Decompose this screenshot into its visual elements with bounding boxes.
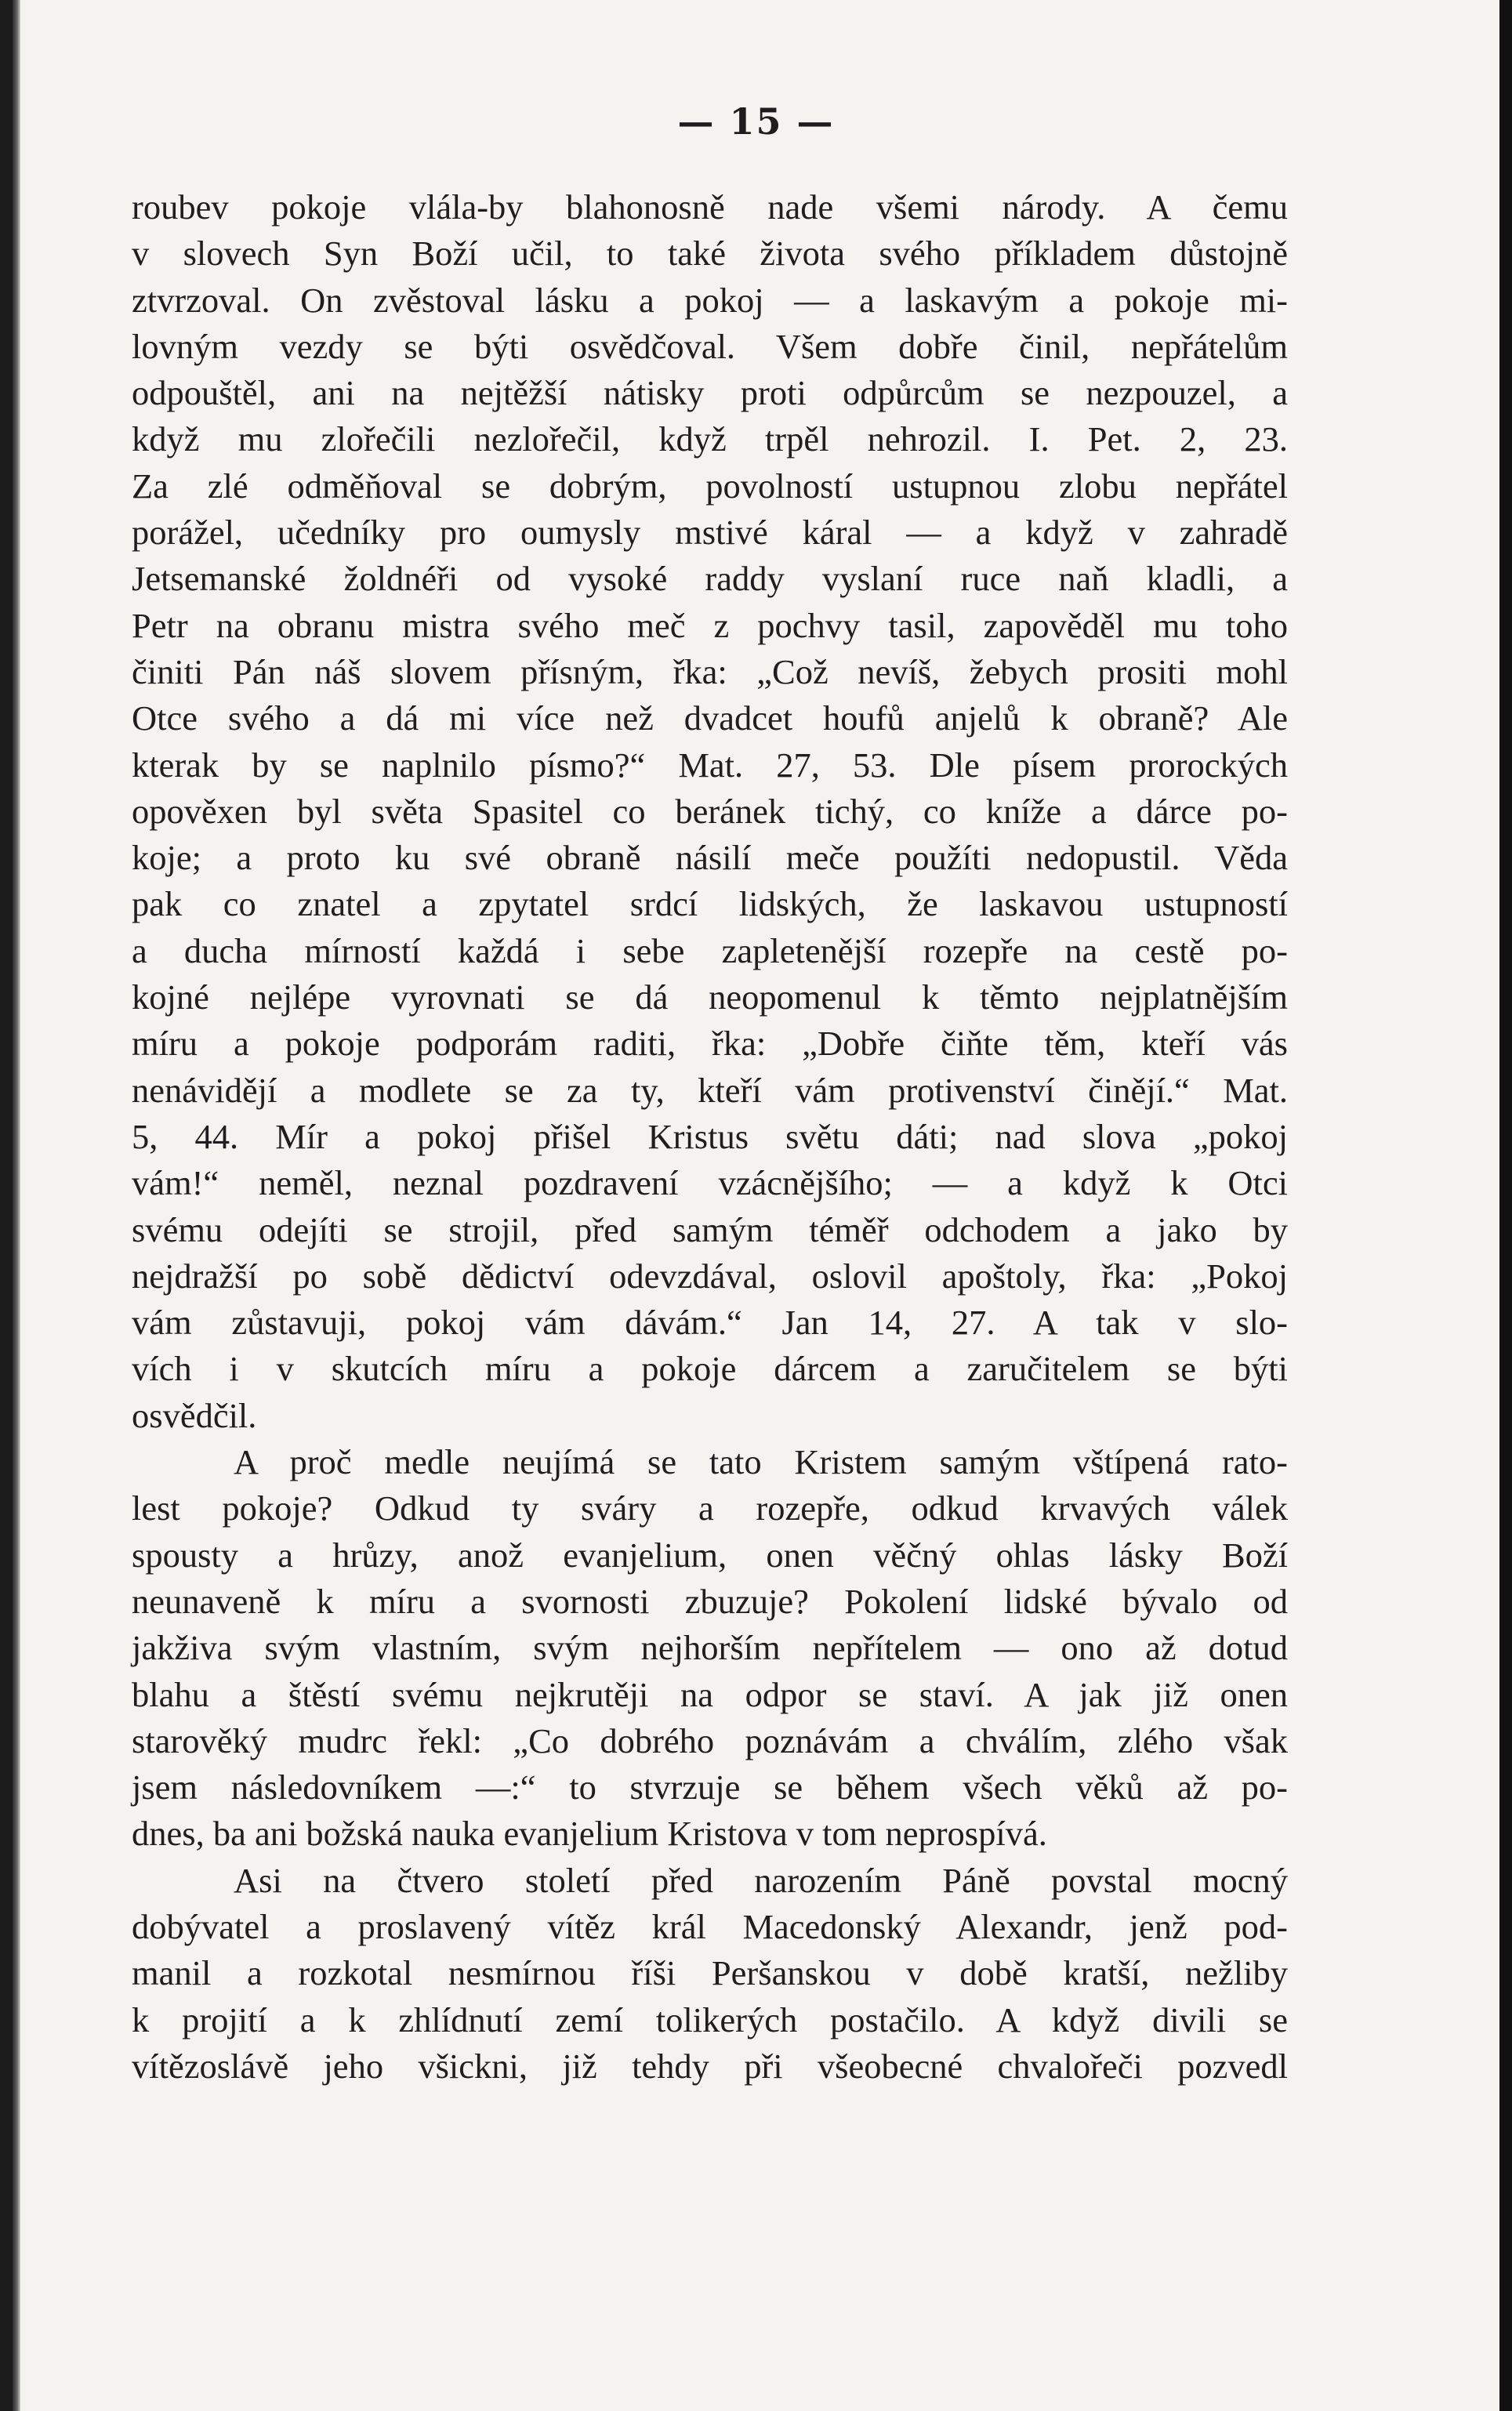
text-line: A proč medle neujímá se tato Kristem samým vštípená rato-	[234, 1442, 1288, 1482]
text-line: vích i v skutcích míru a pokoje dárcem a zaručitelem se býti	[132, 1349, 1288, 1389]
text-line: vám zůstavuji, pokoj vám dávám.“ Jan 14, 27. A tak v slo-	[132, 1303, 1288, 1343]
text-line: Asi na čtvero století před narozením Páně povstal mocný	[234, 1860, 1288, 1900]
text-line: kojné nejlépe vyrovnati se dá neopomenul k těmto nejplatnějším	[132, 977, 1288, 1017]
text-line: dobývatel a proslavený vítěz král Macedonský Alexandr, jenž pod-	[132, 1906, 1288, 1946]
text-line: manil a rozkotal nesmírnou říši Peršanskou v době kratší, nežliby	[132, 1953, 1288, 1993]
text-line: koje; a proto ku své obraně násilí meče použíti nedopustil. Věda	[132, 838, 1288, 878]
page-number: — 15 —	[677, 100, 835, 143]
text-line: činiti Pán náš slovem přísným, řka: „Což nevíš, žebych prositi mohl	[132, 651, 1288, 691]
text-line: jakživa svým vlastním, svým nejhorším nepřítelem — ono až dotud	[132, 1628, 1288, 1668]
text-line: ztvrzoval. On zvěstoval lásku a pokoj — a laskavým a pokoje mi-	[132, 280, 1288, 320]
text-line: lest pokoje? Odkud ty sváry a rozepře, odkud krvavých válek	[132, 1488, 1288, 1528]
text-line: když mu zlořečili nezlořečil, když trpěl nehrozil. I. Pet. 2, 23.	[132, 419, 1288, 459]
text-line: neunaveně k míru a svornosti zbuzuje? Pokolení lidské bývalo od	[132, 1581, 1288, 1621]
text-line: dnes, ba ani božská nauka evanjelium Kristova v tom neprospívá.	[132, 1814, 1047, 1854]
text-line: míru a pokoje podporám raditi, řka: „Dobře čiňte těm, kteří vás	[132, 1024, 1288, 1064]
text-line: kterak by se naplnilo písmo?“ Mat. 27, 53. Dle písem prorockých	[132, 745, 1288, 785]
text-line: starověký mudrc řekl: „Co dobrého poznávám a chválím, zlého však	[132, 1720, 1288, 1760]
text-line: svému odejíti se strojil, před samým téměř odchodem a jako by	[132, 1209, 1288, 1249]
text-line: spousty a hrůzy, anož evanjelium, onen věčný ohlas lásky Boží	[132, 1535, 1288, 1575]
text-line: jsem následovníkem —:“ to stvrzuje se během všech věků až po-	[132, 1767, 1288, 1807]
text-line: lovným vezdy se býti osvědčoval. Všem dobře činil, nepřátelům	[132, 326, 1288, 366]
text-line: vítězoslávě jeho všickni, již tehdy při všeobecné chvalořeči pozvedl	[132, 2046, 1288, 2086]
text-line: pak co znatel a zpytatel srdcí lidských, že laskavou ustupností	[132, 884, 1288, 924]
text-line: nejdražší po sobě dědictví odevzdával, oslovil apoštoly, řka: „Pokoj	[132, 1256, 1288, 1296]
text-line: 5, 44. Mír a pokoj přišel Kristus světu dáti; nad slova „pokoj	[132, 1116, 1288, 1156]
text-line: k projití a k zhlídnutí zemí tolikerých postačilo. A když divili se	[132, 1999, 1288, 2039]
book-spine-shadow	[13, 0, 20, 2411]
text-line: osvědčil.	[132, 1395, 257, 1435]
text-line: roubev pokoje vlála-by blahonosně nade všemi národy. A čemu	[132, 187, 1288, 227]
text-line: nenávidějí a modlete se za ty, kteří vám protivenství činějí.“ Mat.	[132, 1070, 1288, 1110]
text-line: blahu a štěstí svému nejkrutěji na odpor se staví. A jak již onen	[132, 1674, 1288, 1714]
text-line: a ducha mírností každá i sebe zapletenější rozepře na cestě po-	[132, 930, 1288, 970]
text-line: odpouštěl, ani na nejtěžší nátisky proti odpůrcům se nezpouzel, a	[132, 373, 1288, 413]
text-line: Za zlé odměňoval se dobrým, povolností ustupnou zlobu nepřátel	[132, 466, 1288, 506]
body-text	[132, 184, 1288, 2090]
scan-border	[1499, 0, 1512, 2411]
text-line: opověxen byl světa Spasitel co beránek tichý, co kníže a dárce po-	[132, 791, 1288, 831]
text-line: Jetsemanské žoldnéři od vysoké raddy vyslaní ruce naň kladli, a	[132, 559, 1288, 599]
text-line: Otce svého a dá mi více než dvadcet houfů anjelů k obraně? Ale	[132, 698, 1288, 738]
text-line: porážel, učedníky pro oumysly mstivé káral — a když v zahradě	[132, 513, 1288, 553]
text-line: vám!“ neměl, neznal pozdravení vzácnějšího; — a když k Otci	[132, 1163, 1288, 1203]
text-line: Petr na obranu mistra svého meč z pochvy tasil, zapověděl mu toho	[132, 605, 1288, 645]
text-line: v slovech Syn Boží učil, to také života svého příkladem důstojně	[132, 234, 1288, 274]
